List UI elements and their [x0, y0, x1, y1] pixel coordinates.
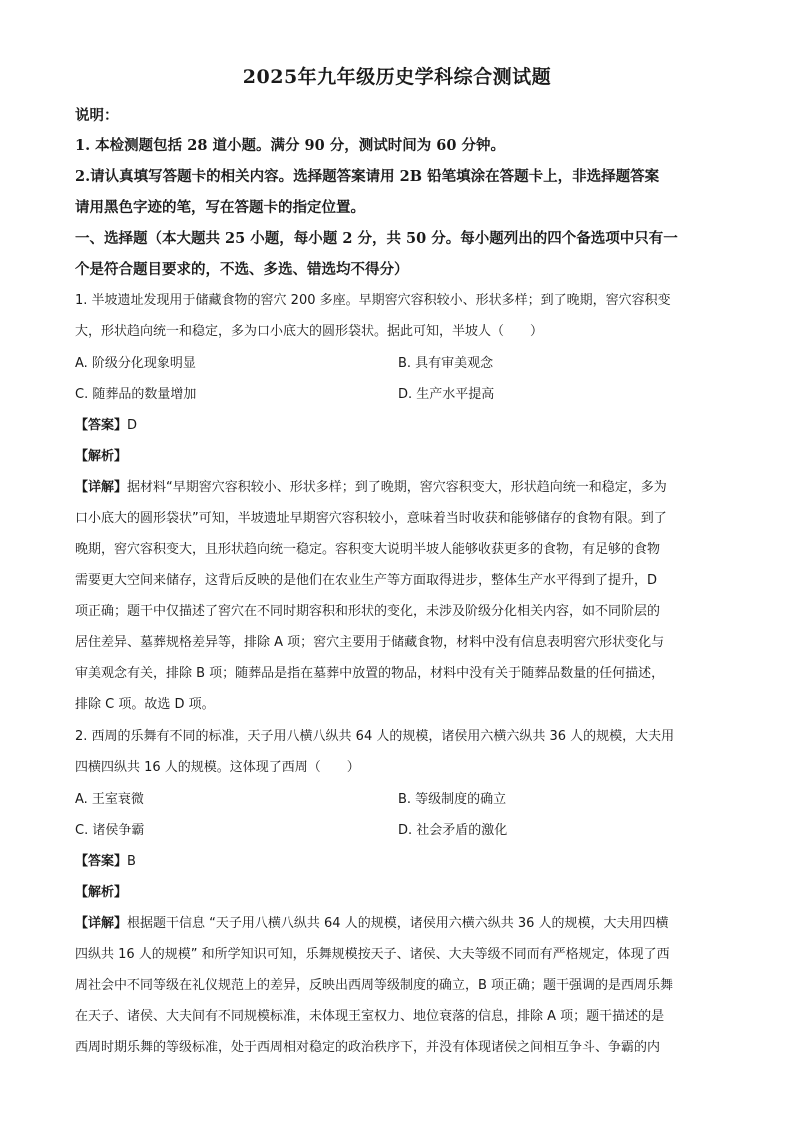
instruction-item-2-line-2: 请用黑色字迹的笔，写在答题卡的指定位置。 — [75, 199, 365, 216]
section-heading-line-1: 一、选择题（本大题共 25 小题，每小题 2 分，共 50 分。每小题列出的四个备选项中只有一 — [75, 230, 678, 247]
q2-option-d: D. 社会矛盾的激化 — [398, 823, 508, 838]
q2-stem-line-1: 2. 西周的乐舞有不同的标准，天子用八横八纵共 64 人的规模，诸侯用六横六纵共 36 人的规模，大夫用 — [75, 729, 675, 744]
q1-analysis-label: 【解析】 — [75, 449, 128, 464]
q2-option-c: C. 诸侯争霸 — [75, 823, 145, 838]
q1-detail-line-5: 项正确；题干中仅描述了窖穴在不同时期容积和形状的变化，未涉及阶级分化相关内容，如不同阶层的 — [75, 604, 661, 619]
q2-stem-line-2: 四横四纵共 16 人的规模。这体现了西周（ ） — [75, 760, 360, 775]
q2-answer-tag: 【答案】 — [75, 854, 128, 869]
q2-answer-value: B — [127, 854, 136, 869]
q2-detail-line-1 — [75, 914, 725, 934]
q1-analysis-tag — [75, 447, 725, 467]
q1-detail-line-8: 排除 C 项。故选 D 项。 — [75, 697, 215, 712]
q1-detail-line-6: 居住差异、墓葬规格差异等，排除 A 项；窖穴主要用于储藏食物，材料中没有信息表明窖穴形状变化与 — [75, 635, 665, 650]
instruction-item-2-line-1: 2.请认真填写答题卡的相关内容。选择题答案请用 2B 铅笔填涂在答题卡上，非选择题答案 — [75, 168, 660, 185]
q1-option-b: B. 具有审美观念 — [398, 356, 494, 371]
q1-detail-text-1: 据材料“早期窖穴容积较小、形状多样；到了晚期，窖穴容积变大，形状趋向统一和稳定，多为 — [127, 480, 667, 495]
q1-option-d: D. 生产水平提高 — [398, 387, 495, 402]
q1-detail-line-2: 口小底大的圆形袋状”可知，半坡遗址早期窖穴容积较小，意味着当时收获和能够储存的食物有限。到了 — [75, 511, 667, 526]
q2-detail-line-5: 西周时期乐舞的等级标准，处于西周相对稳定的政治秩序下，并没有体现诸侯之间相互争斗、争霸的内 — [75, 1040, 661, 1055]
instruction-item-1: 1. 本检测题包括 28 道小题。满分 90 分，测试时间为 60 分钟。 — [75, 137, 506, 154]
document-title: 2025年九年级历史学科综合测试题 — [242, 66, 552, 88]
q1-option-a: A. 阶级分化现象明显 — [75, 356, 196, 371]
q2-detail-line-4: 在天子、诸侯、大夫间有不同规模标准，未体现王室权力、地位衰落的信息，排除 A 项；题干描述的是 — [75, 1009, 665, 1024]
q2-option-b: B. 等级制度的确立 — [398, 792, 507, 807]
section-heading-line-2: 个是符合题目要求的，不选、多选、错选均不得分） — [75, 261, 409, 278]
q2-detail-line-3: 周社会中不同等级在礼仪规范上的差异，反映出西周等级制度的确立，B 项正确；题干强调的是西周乐舞 — [75, 978, 674, 993]
q2-option-a: A. 王室衰微 — [75, 792, 144, 807]
q2-analysis-tag — [75, 883, 725, 903]
q1-answer-tag: 【答案】 — [75, 418, 128, 433]
q2-analysis-label: 【解析】 — [75, 885, 128, 900]
q1-detail-line-3: 晚期，窖穴容积变大，且形状趋向统一稳定。容积变大说明半坡人能够收获更多的食物，有足够的食物 — [75, 542, 661, 557]
q1-detail-line-4: 需要更大空间来储存，这背后反映的是他们在农业生产等方面取得进步，整体生产水平得到了提升，D — [75, 573, 658, 588]
q1-stem-line-1: 1. 半坡遗址发现用于储藏食物的窖穴 200 多座。早期窖穴容积较小、形状多样；到了晚期，窖穴容积变 — [75, 293, 671, 308]
q1-answer-value: D — [127, 418, 138, 433]
q1-detail-tag: 【详解】 — [75, 480, 128, 495]
q2-answer — [75, 852, 725, 872]
q1-option-c: C. 随葬品的数量增加 — [75, 387, 197, 402]
q1-stem-line-2: 大，形状趋向统一和稳定，多为口小底大的圆形袋状。据此可知，半坡人（ ） — [75, 324, 544, 339]
q1-detail-line-7: 审美观念有关，排除 B 项；随葬品是指在墓葬中放置的物品，材料中没有关于随葬品数量的任何描述， — [75, 666, 665, 681]
q2-detail-text-1: 根据题干信息 “天子用八横八纵共 64 人的规模，诸侯用六横六纵共 36 人的规模，大夫用四横 — [127, 916, 669, 931]
q1-answer — [75, 416, 725, 436]
q2-detail-tag: 【详解】 — [75, 916, 128, 931]
q1-detail-line-1 — [75, 478, 725, 498]
instructions-heading: 说明： — [75, 107, 119, 124]
q2-detail-line-2: 四纵共 16 人的规模” 和所学知识可知，乐舞规模按天子、诸侯、大夫等级不同而有严格规定，体现了西 — [75, 947, 670, 962]
